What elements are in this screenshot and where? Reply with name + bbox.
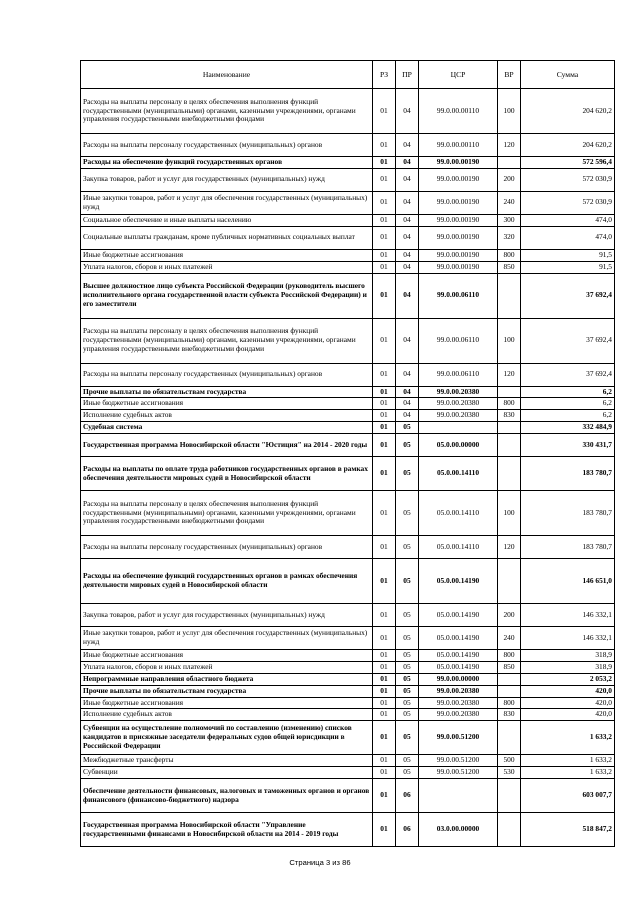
table-row <box>81 813 615 847</box>
cell-sum: 183 780,7 <box>521 536 615 559</box>
cell-name: Социальные выплаты гражданам, кроме публичных нормативных социальных выплат <box>81 226 373 249</box>
cell-csr <box>419 422 498 434</box>
cell-pr: 04 <box>396 386 419 398</box>
table-row <box>81 226 615 249</box>
cell-csr: 99.0.00.00190 <box>419 249 498 261</box>
table-row <box>81 709 615 721</box>
table-row <box>81 755 615 767</box>
cell-pr: 04 <box>396 134 419 157</box>
cell-sum: 6,2 <box>521 398 615 410</box>
cell-name: Прочие выплаты по обязательствам государства <box>81 685 373 697</box>
header-vr: ВР <box>498 61 521 89</box>
cell-vr: 240 <box>498 627 521 650</box>
cell-vr <box>498 422 521 434</box>
cell-csr: 99.0.00.06110 <box>419 273 498 318</box>
cell-vr: 500 <box>498 755 521 767</box>
cell-name: Иные закупки товаров, работ и услуг для обеспечения государственных (муниципальных) нужд <box>81 627 373 650</box>
cell-pr: 04 <box>396 89 419 134</box>
cell-rz: 01 <box>373 457 396 491</box>
cell-name: Прочие выплаты по обязательствам государства <box>81 386 373 398</box>
cell-csr: 99.0.00.00190 <box>419 191 498 214</box>
cell-rz: 01 <box>373 226 396 249</box>
cell-vr <box>498 673 521 685</box>
cell-sum: 518 847,2 <box>521 813 615 847</box>
cell-name: Иные бюджетные ассигнования <box>81 650 373 662</box>
cell-sum: 146 332,1 <box>521 627 615 650</box>
cell-name: Уплата налогов, сборов и иных платежей <box>81 661 373 673</box>
cell-name: Межбюджетные трансферты <box>81 755 373 767</box>
cell-sum: 1 633,2 <box>521 767 615 779</box>
cell-pr: 04 <box>396 249 419 261</box>
cell-vr: 850 <box>498 261 521 273</box>
cell-pr: 04 <box>396 261 419 273</box>
cell-vr: 800 <box>498 398 521 410</box>
table-row <box>81 410 615 422</box>
cell-csr: 99.0.00.20380 <box>419 697 498 709</box>
table-row <box>81 168 615 191</box>
cell-sum: 420,0 <box>521 697 615 709</box>
table-row <box>81 779 615 813</box>
cell-sum: 204 620,2 <box>521 134 615 157</box>
cell-rz: 01 <box>373 673 396 685</box>
cell-pr: 04 <box>396 168 419 191</box>
page-footer: Страница 3 из 86 <box>289 858 351 867</box>
table-row <box>81 363 615 386</box>
cell-sum: 318,9 <box>521 661 615 673</box>
cell-rz: 01 <box>373 249 396 261</box>
table-row <box>81 661 615 673</box>
cell-vr: 100 <box>498 318 521 363</box>
cell-csr <box>419 779 498 813</box>
table-row <box>81 697 615 709</box>
cell-pr: 06 <box>396 779 419 813</box>
table-row <box>81 261 615 273</box>
cell-vr: 530 <box>498 767 521 779</box>
cell-vr <box>498 157 521 169</box>
cell-csr: 99.0.00.20380 <box>419 398 498 410</box>
cell-name: Закупка товаров, работ и услуг для государственных (муниципальных) нужд <box>81 604 373 627</box>
cell-vr: 830 <box>498 709 521 721</box>
cell-name: Судебная система <box>81 422 373 434</box>
cell-csr: 99.0.00.20380 <box>419 685 498 697</box>
cell-rz: 01 <box>373 157 396 169</box>
cell-pr: 05 <box>396 685 419 697</box>
cell-csr: 99.0.00.00190 <box>419 226 498 249</box>
cell-name: Государственная программа Новосибирской области "Управление государственными финансами в Новосибирской области на 2014 - 2019 годы <box>81 813 373 847</box>
cell-vr <box>498 434 521 457</box>
cell-rz: 01 <box>373 697 396 709</box>
cell-rz: 01 <box>373 661 396 673</box>
cell-csr: 99.0.00.06110 <box>419 318 498 363</box>
cell-pr: 05 <box>396 536 419 559</box>
cell-pr: 05 <box>396 559 419 604</box>
cell-sum: 37 692,4 <box>521 363 615 386</box>
table-row <box>81 273 615 318</box>
cell-pr: 05 <box>396 721 419 755</box>
cell-name: Субвенции на осуществление полномочий по составлению (изменению) списков кандидатов в присяжные заседатели федеральных судов общей юрисдикции в Российской Федерации <box>81 721 373 755</box>
cell-sum: 332 484,9 <box>521 422 615 434</box>
cell-pr: 04 <box>396 273 419 318</box>
cell-csr: 03.0.00.00000 <box>419 813 498 847</box>
cell-rz: 01 <box>373 422 396 434</box>
header-sum: Сумма <box>521 61 615 89</box>
cell-vr <box>498 457 521 491</box>
cell-vr <box>498 559 521 604</box>
cell-csr: 99.0.00.00110 <box>419 89 498 134</box>
cell-csr: 05.0.00.14190 <box>419 604 498 627</box>
cell-sum: 330 431,7 <box>521 434 615 457</box>
table-row <box>81 767 615 779</box>
table-row <box>81 422 615 434</box>
cell-rz: 01 <box>373 363 396 386</box>
table-row <box>81 457 615 491</box>
table-row <box>81 214 615 226</box>
cell-csr: 05.0.00.14190 <box>419 559 498 604</box>
cell-name: Расходы на выплаты персоналу в целях обеспечения выполнения функций государственными (муниципальными) органами, казенными учреждениями, органами управления государственными внебюджетными фондами <box>81 491 373 536</box>
table-row <box>81 249 615 261</box>
cell-pr: 05 <box>396 627 419 650</box>
cell-pr: 06 <box>396 813 419 847</box>
cell-vr: 850 <box>498 661 521 673</box>
cell-sum: 204 620,2 <box>521 89 615 134</box>
cell-csr: 05.0.00.14110 <box>419 536 498 559</box>
cell-rz: 01 <box>373 134 396 157</box>
cell-rz: 01 <box>373 214 396 226</box>
cell-csr: 05.0.00.14190 <box>419 650 498 662</box>
cell-sum: 603 007,7 <box>521 779 615 813</box>
cell-vr: 120 <box>498 536 521 559</box>
cell-csr: 05.0.00.14110 <box>419 457 498 491</box>
table-row <box>81 398 615 410</box>
cell-name: Иные закупки товаров, работ и услуг для обеспечения государственных (муниципальных) нужд <box>81 191 373 214</box>
cell-rz: 01 <box>373 386 396 398</box>
cell-vr: 800 <box>498 697 521 709</box>
cell-rz: 01 <box>373 491 396 536</box>
cell-rz: 01 <box>373 604 396 627</box>
cell-csr: 99.0.00.20380 <box>419 709 498 721</box>
cell-vr: 100 <box>498 89 521 134</box>
cell-rz: 01 <box>373 755 396 767</box>
cell-csr: 99.0.00.06110 <box>419 363 498 386</box>
cell-pr: 04 <box>396 157 419 169</box>
cell-rz: 01 <box>373 410 396 422</box>
cell-name: Исполнение судебных актов <box>81 410 373 422</box>
cell-csr: 99.0.00.00190 <box>419 157 498 169</box>
cell-sum: 37 692,4 <box>521 318 615 363</box>
cell-csr: 05.0.00.14190 <box>419 627 498 650</box>
header-pr: ПР <box>396 61 419 89</box>
cell-name: Расходы на выплаты персоналу в целях обеспечения выполнения функций государственными (муниципальными) органами, казенными учреждениями, органами управления государственными внебюджетными фондами <box>81 89 373 134</box>
cell-rz: 01 <box>373 89 396 134</box>
cell-name: Расходы на выплаты персоналу в целях обеспечения выполнения функций государственными (муниципальными) органами, казенными учреждениями, органами управления государственными внебюджетными фондами <box>81 318 373 363</box>
cell-pr: 05 <box>396 491 419 536</box>
table-row <box>81 536 615 559</box>
cell-rz: 01 <box>373 536 396 559</box>
cell-sum: 91,5 <box>521 261 615 273</box>
cell-rz: 01 <box>373 261 396 273</box>
cell-vr <box>498 685 521 697</box>
cell-csr: 05.0.00.00000 <box>419 434 498 457</box>
cell-pr: 04 <box>396 226 419 249</box>
table-row <box>81 491 615 536</box>
cell-sum: 572 030,9 <box>521 168 615 191</box>
cell-vr: 120 <box>498 363 521 386</box>
header-rz: РЗ <box>373 61 396 89</box>
cell-vr <box>498 813 521 847</box>
cell-name: Государственная программа Новосибирской области "Юстиция" на 2014 - 2020 годы <box>81 434 373 457</box>
table-row <box>81 673 615 685</box>
cell-name: Исполнение судебных актов <box>81 709 373 721</box>
cell-pr: 04 <box>396 214 419 226</box>
cell-name: Социальное обеспечение и иные выплаты населению <box>81 214 373 226</box>
cell-rz: 01 <box>373 398 396 410</box>
cell-pr: 05 <box>396 673 419 685</box>
cell-name: Расходы на выплаты персоналу государственных (муниципальных) органов <box>81 134 373 157</box>
cell-pr: 04 <box>396 363 419 386</box>
table-row <box>81 191 615 214</box>
cell-rz: 01 <box>373 709 396 721</box>
cell-vr: 200 <box>498 604 521 627</box>
table-row <box>81 157 615 169</box>
cell-vr: 240 <box>498 191 521 214</box>
cell-rz: 01 <box>373 318 396 363</box>
cell-sum: 572 030,9 <box>521 191 615 214</box>
cell-sum: 183 780,7 <box>521 457 615 491</box>
cell-sum: 420,0 <box>521 709 615 721</box>
cell-sum: 183 780,7 <box>521 491 615 536</box>
cell-sum: 146 651,0 <box>521 559 615 604</box>
cell-pr: 05 <box>396 755 419 767</box>
cell-pr: 05 <box>396 422 419 434</box>
cell-vr: 120 <box>498 134 521 157</box>
cell-csr: 99.0.00.00000 <box>419 673 498 685</box>
cell-sum: 37 692,4 <box>521 273 615 318</box>
cell-rz: 01 <box>373 191 396 214</box>
cell-pr: 05 <box>396 661 419 673</box>
cell-pr: 04 <box>396 191 419 214</box>
cell-sum: 91,5 <box>521 249 615 261</box>
cell-rz: 01 <box>373 779 396 813</box>
cell-vr: 320 <box>498 226 521 249</box>
cell-csr: 99.0.00.00110 <box>419 134 498 157</box>
cell-sum: 474,0 <box>521 214 615 226</box>
cell-pr: 05 <box>396 457 419 491</box>
cell-name: Иные бюджетные ассигнования <box>81 249 373 261</box>
cell-pr: 04 <box>396 410 419 422</box>
cell-csr: 99.0.00.51200 <box>419 767 498 779</box>
cell-pr: 05 <box>396 650 419 662</box>
table-row <box>81 627 615 650</box>
cell-rz: 01 <box>373 273 396 318</box>
cell-pr: 05 <box>396 434 419 457</box>
cell-name: Закупка товаров, работ и услуг для государственных (муниципальных) нужд <box>81 168 373 191</box>
cell-sum: 318,9 <box>521 650 615 662</box>
cell-rz: 01 <box>373 559 396 604</box>
header-csr: ЦСР <box>419 61 498 89</box>
cell-csr: 99.0.00.20380 <box>419 410 498 422</box>
table-row <box>81 89 615 134</box>
cell-vr: 800 <box>498 249 521 261</box>
cell-pr: 05 <box>396 709 419 721</box>
cell-sum: 474,0 <box>521 226 615 249</box>
cell-pr: 05 <box>396 604 419 627</box>
table-row <box>81 318 615 363</box>
cell-name: Расходы на выплаты персоналу государственных (муниципальных) органов <box>81 363 373 386</box>
cell-vr <box>498 273 521 318</box>
cell-name: Расходы на выплаты по оплате труда работников государственных органов в рамках обеспечения деятельности мировых судей в Новосибирской области <box>81 457 373 491</box>
cell-name: Уплата налогов, сборов и иных платежей <box>81 261 373 273</box>
table-row <box>81 134 615 157</box>
cell-pr: 05 <box>396 697 419 709</box>
cell-sum: 572 596,4 <box>521 157 615 169</box>
cell-pr: 05 <box>396 767 419 779</box>
cell-vr: 100 <box>498 491 521 536</box>
cell-rz: 01 <box>373 767 396 779</box>
cell-vr: 830 <box>498 410 521 422</box>
cell-sum: 420,0 <box>521 685 615 697</box>
cell-sum: 1 633,2 <box>521 721 615 755</box>
cell-rz: 01 <box>373 627 396 650</box>
cell-rz: 01 <box>373 168 396 191</box>
header-name: Наименование <box>81 61 373 89</box>
cell-vr: 800 <box>498 650 521 662</box>
cell-vr <box>498 386 521 398</box>
cell-csr: 99.0.00.51200 <box>419 721 498 755</box>
budget-table <box>80 60 615 847</box>
budget-page <box>80 60 614 847</box>
table-row <box>81 650 615 662</box>
table-header-row <box>81 61 615 89</box>
table-row <box>81 685 615 697</box>
cell-csr: 05.0.00.14190 <box>419 661 498 673</box>
cell-name: Иные бюджетные ассигнования <box>81 697 373 709</box>
cell-name: Иные бюджетные ассигнования <box>81 398 373 410</box>
cell-name: Высшее должностное лицо субъекта Российской Федерации (руководитель высшего исполнительного органа государственной власти субъекта Российской Федерации) и его заместители <box>81 273 373 318</box>
table-row <box>81 434 615 457</box>
cell-csr: 05.0.00.14110 <box>419 491 498 536</box>
cell-rz: 01 <box>373 650 396 662</box>
table-row <box>81 721 615 755</box>
cell-sum: 146 332,1 <box>521 604 615 627</box>
cell-rz: 01 <box>373 813 396 847</box>
cell-pr: 04 <box>396 318 419 363</box>
cell-rz: 01 <box>373 721 396 755</box>
cell-vr <box>498 721 521 755</box>
cell-pr: 04 <box>396 398 419 410</box>
table-row <box>81 386 615 398</box>
cell-vr: 200 <box>498 168 521 191</box>
cell-csr: 99.0.00.51200 <box>419 755 498 767</box>
cell-name: Непрограммные направления областного бюджета <box>81 673 373 685</box>
table-body <box>81 89 615 847</box>
cell-csr: 99.0.00.00190 <box>419 168 498 191</box>
table-row <box>81 559 615 604</box>
table-row <box>81 604 615 627</box>
cell-sum: 6,2 <box>521 410 615 422</box>
cell-rz: 01 <box>373 685 396 697</box>
cell-rz: 01 <box>373 434 396 457</box>
cell-sum: 2 053,2 <box>521 673 615 685</box>
cell-name: Субвенции <box>81 767 373 779</box>
cell-sum: 6,2 <box>521 386 615 398</box>
cell-csr: 99.0.00.00190 <box>419 214 498 226</box>
cell-name: Расходы на обеспечение функций государственных органов <box>81 157 373 169</box>
cell-vr: 300 <box>498 214 521 226</box>
cell-csr: 99.0.00.00190 <box>419 261 498 273</box>
cell-name: Обеспечение деятельности финансовых, налоговых и таможенных органов и органов финансового (финансово-бюджетного) надзора <box>81 779 373 813</box>
cell-csr: 99.0.00.20380 <box>419 386 498 398</box>
cell-name: Расходы на обеспечение функций государственных органов в рамках обеспечения деятельности мировых судей в Новосибирской области <box>81 559 373 604</box>
cell-name: Расходы на выплаты персоналу государственных (муниципальных) органов <box>81 536 373 559</box>
cell-vr <box>498 779 521 813</box>
cell-sum: 1 633,2 <box>521 755 615 767</box>
